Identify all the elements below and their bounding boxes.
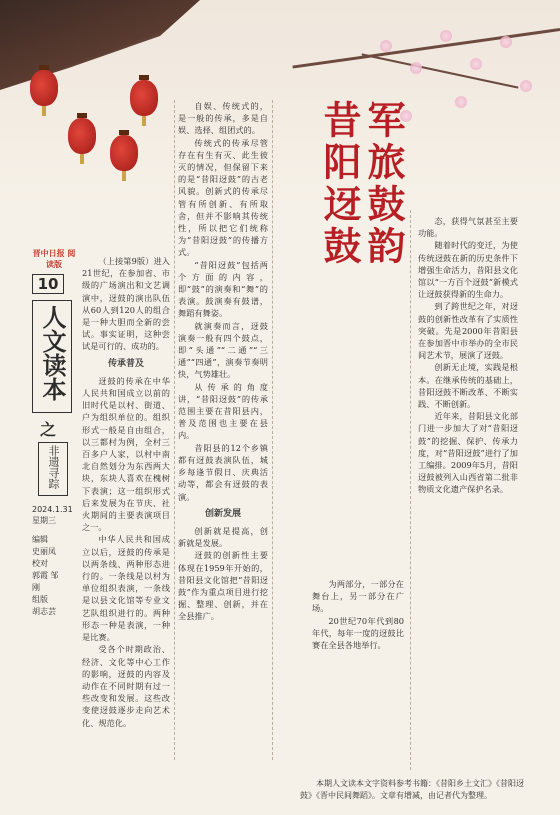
article-column-3: [312, 578, 404, 651]
sub-title-text: 非遗寻踪: [47, 445, 60, 489]
paragraph: 随着时代的变迁，为使传统迓鼓在新的历史条件下增强生命活力，昔阳县文化馆以“一方百个迓鼓”新模式让迓鼓获得新的生命力。: [418, 240, 518, 300]
section-title: [32, 300, 72, 413]
date-block: [32, 504, 76, 526]
issue-weekday: 星期三: [32, 516, 56, 525]
paragraph: 中华人民共和国成立以后，迓鼓的传承是以两条线、两种形态进行的。一条线是以村为单位组织表演，一条线是以县文化馆等专业文艺队组织进行的。两种形态一种是表演，一种是比赛。: [82, 534, 170, 643]
section-heading-innovation: 创新发展: [204, 508, 241, 519]
temple-eave-art: [0, 0, 200, 90]
article-column-1: [82, 255, 170, 729]
paragraph: 为两部分，一部分在舞台上，另一部分在广场。: [312, 579, 404, 614]
column-divider: [174, 100, 175, 760]
section-connector: 之: [40, 420, 57, 439]
paragraph: 自娱、传统式的，是一般的传承，多是自娱、选择、组团式的。: [178, 101, 268, 136]
cherry-blossom-icon: [520, 80, 532, 92]
decorative-header-art: [0, 0, 560, 210]
cherry-blossom-icon: [470, 58, 482, 70]
lantern-icon: [30, 70, 58, 106]
article-column-2: [178, 100, 268, 623]
column-divider: [410, 210, 411, 770]
cherry-blossom-icon: [500, 36, 512, 48]
paragraph: 到了跨世纪之年，对迓鼓的创新性改革有了实质性突破。先是2000年昔阳县在参加晋中市举办的全市民间艺术节，展演了迓鼓。: [418, 301, 518, 361]
article-column-4: [418, 215, 518, 496]
paragraph: 传统式的传承尽管存在有生有灭、此生彼灭的情况，但保留下来的是“昔阳迓鼓”的古老风貌。创新式的传承尽管有所创新、有所取舍，但并不影响其传统性，所以把它们统称为“昔阳迓鼓”的传播方式。: [178, 137, 268, 258]
title-line-2: 昔阳迓鼓: [317, 100, 362, 268]
reference-note: 本期人文读本文字资料参考书籍：《昔阳乡土文汇》《昔阳迓鼓》《晋中民间舞蹈》。文章有增减，由记者代为整理。: [300, 779, 524, 800]
cherry-blossom-icon: [380, 40, 392, 52]
blossom-branch: [292, 28, 560, 69]
paragraph: 昔阳县的12个乡镇都有迓鼓表演队伍，城乡每逢节假日、庆典活动等，都会有迓鼓的表演。: [178, 442, 268, 502]
paragraph: 迓鼓的创新性主要体现在1959年开始的，昔阳县文化馆把“昔阳迓鼓”作为重点项目进行挖掘、整理、创新，并在全县推广。: [178, 550, 268, 622]
masthead: [32, 248, 76, 618]
proof-name: 郭霞 邹刚: [32, 571, 59, 592]
paragraph: 20世纪70年代到80年代，每年一度的迓鼓比赛在全县各地举行。: [312, 615, 404, 651]
paragraph: 创新无止境，实践是根本。在继承传统的基础上，昔阳迓鼓不断改革、不断实践、不断创新。: [418, 362, 518, 410]
layout-name: 胡志芸: [32, 607, 56, 616]
lantern-icon: [130, 80, 158, 116]
section-heading-heritage: 传承普及: [107, 358, 144, 369]
lantern-icon: [110, 135, 138, 171]
section-title-text: 人文读本: [38, 305, 67, 401]
page-number: 10: [32, 274, 64, 294]
paragraph: 受各个时期政治、经济、文化等中心工作的影响，迓鼓的内容及动作在不同时期有过一些改变和发展。这些改变使迓鼓逐步走向艺术化、规范化。: [82, 644, 170, 728]
layout-label: 组版: [32, 595, 48, 604]
title-line-1: 军旅鼓韵: [361, 100, 406, 268]
proof-label: 校对: [32, 559, 48, 568]
column-divider: [272, 100, 273, 760]
paragraph: 创新就是提高，创新就是发展。: [178, 525, 268, 549]
paragraph: 就演奏而言，迓鼓演奏一般有四个鼓点，即“头通”“二通”“三通”“四通”，演奏节奏明快，气势雄壮。: [178, 320, 268, 380]
editor-label: 编辑: [32, 535, 48, 544]
lantern-icon: [68, 118, 96, 154]
article-title: [317, 100, 406, 268]
paragraph: 近年来，昔阳县文化部门进一步加大了对“昔阳迓鼓”的挖掘、保护、传承力度，对“昔阳迓鼓”进行了加工编排。2009年5月，昔阳迓鼓被列入山西省第二批非物质文化遗产保护名录。: [418, 411, 518, 495]
paragraph: 态，获得气氛甚至主要功能。: [418, 216, 518, 239]
cherry-blossom-icon: [410, 62, 422, 74]
paragraph: 从传承的角度讲，“昔阳迓鼓”的传承范围主要在昔阳县内，普及范围也主要在县内。: [178, 381, 268, 441]
newspaper-logo: 晋中日报 阅读版: [32, 248, 76, 269]
sub-title: [38, 442, 68, 496]
cherry-blossom-icon: [455, 96, 467, 108]
paragraph: “昔阳迓鼓”包括两个方面的内容，即“鼓”的演奏和“舞”的表演。鼓演奏有鼓谱，舞蹈有舞姿。: [178, 259, 268, 319]
editor-name: 史丽凤: [32, 547, 56, 556]
cherry-blossom-icon: [440, 30, 452, 42]
paragraph: （上接第9版）进入21世纪，在参加省、市级的广场演出和文艺调演中，迓鼓的演出队伍从60人到120人的组合是一种大胆而全新的尝试。事实证明，这种尝试是可行的、成功的。: [82, 256, 170, 352]
issue-date: 2024.1.31: [32, 505, 73, 514]
paragraph: 迓鼓的传承在中华人民共和国成立以前的旧时代是以村、街道、户为组织单位的。组织形式一般是自由组合，以三都村为例，全村三百多户人家，以村中南北自然划分为东西两大块，东块人喜欢在槐树下表演；这一组织形式后来发展为在节庆、社火期间的主要表演项目之一。: [82, 375, 170, 533]
blossom-branch: [362, 53, 519, 88]
staff-credits: [32, 534, 62, 618]
